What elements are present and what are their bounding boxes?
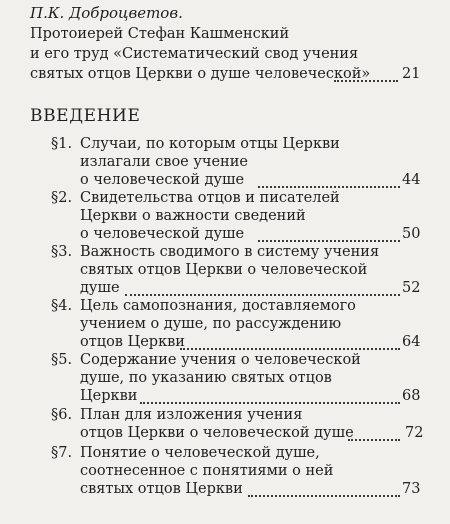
entry-title-line: душе, по указанию святых отцов — [80, 370, 332, 386]
entry-title-line: Содержание учения о человеческой — [80, 352, 361, 368]
entry-title-line: Церкви о важности сведений — [80, 208, 306, 224]
section-number: §4. — [51, 298, 73, 314]
dot-leader — [258, 184, 400, 188]
section-number: §2. — [51, 190, 73, 206]
dot-leader — [258, 238, 400, 242]
section-heading: ВВЕДЕНИЕ — [30, 106, 141, 126]
entry-title-line: Понятие о человеческой душе, — [80, 445, 320, 461]
entry-title-line: святых отцов Церкви о человеческой — [80, 262, 368, 278]
intro-author: П.К. Доброцветов. — [30, 4, 183, 22]
page-number: 68 — [402, 388, 421, 404]
entry-title-line: Цель самопознания, доставляемого — [80, 298, 356, 314]
section-number: §7. — [51, 445, 73, 461]
entry-title-line: Важность сводимого в систему учения — [80, 244, 380, 260]
section-number: §5. — [51, 352, 73, 368]
dot-leader — [334, 78, 398, 82]
dot-leader — [248, 493, 400, 497]
section-number: §3. — [51, 244, 73, 260]
intro-line: святых отцов Церкви о душе человеческой» — [30, 66, 371, 82]
entry-title-line: душе — [80, 280, 120, 296]
entry-title-line: соотнесенное с понятиями о ней — [80, 463, 334, 479]
entry-title-line: излагали свое учение — [80, 154, 248, 170]
intro-line: Протоиерей Стефан Кашменский — [30, 26, 290, 42]
entry-title-line: Церкви — [80, 388, 138, 404]
page-number: 50 — [402, 226, 421, 242]
entry-title-line: План для изложения учения — [80, 407, 303, 423]
section-number: §6. — [51, 407, 73, 423]
page-number: 73 — [402, 481, 421, 497]
entry-title-line: о человеческой душе — [80, 172, 245, 188]
dot-leader — [348, 437, 400, 441]
page-number: 64 — [402, 334, 421, 350]
page-number: 72 — [405, 425, 424, 441]
entry-title-line: о человеческой душе — [80, 226, 245, 242]
intro-line: и его труд «Систематический свод учения — [30, 46, 359, 62]
entry-title-line: отцов Церкви — [80, 334, 185, 350]
page-number: 52 — [402, 280, 421, 296]
entry-title-line: учением о душе, по рассуждению — [80, 316, 342, 332]
intro-page-number: 21 — [402, 66, 421, 82]
entry-title-line: святых отцов Церкви — [80, 481, 243, 497]
dot-leader — [125, 292, 400, 296]
entry-title-line: отцов Церкви о человеческой душе — [80, 425, 354, 441]
entry-title-line: Свидетельства отцов и писателей — [80, 190, 340, 206]
dot-leader — [140, 400, 400, 404]
section-number: §1. — [51, 136, 73, 152]
page-number: 44 — [402, 172, 421, 188]
dot-leader — [180, 346, 400, 350]
entry-title-line: Случаи, по которым отцы Церкви — [80, 136, 340, 152]
